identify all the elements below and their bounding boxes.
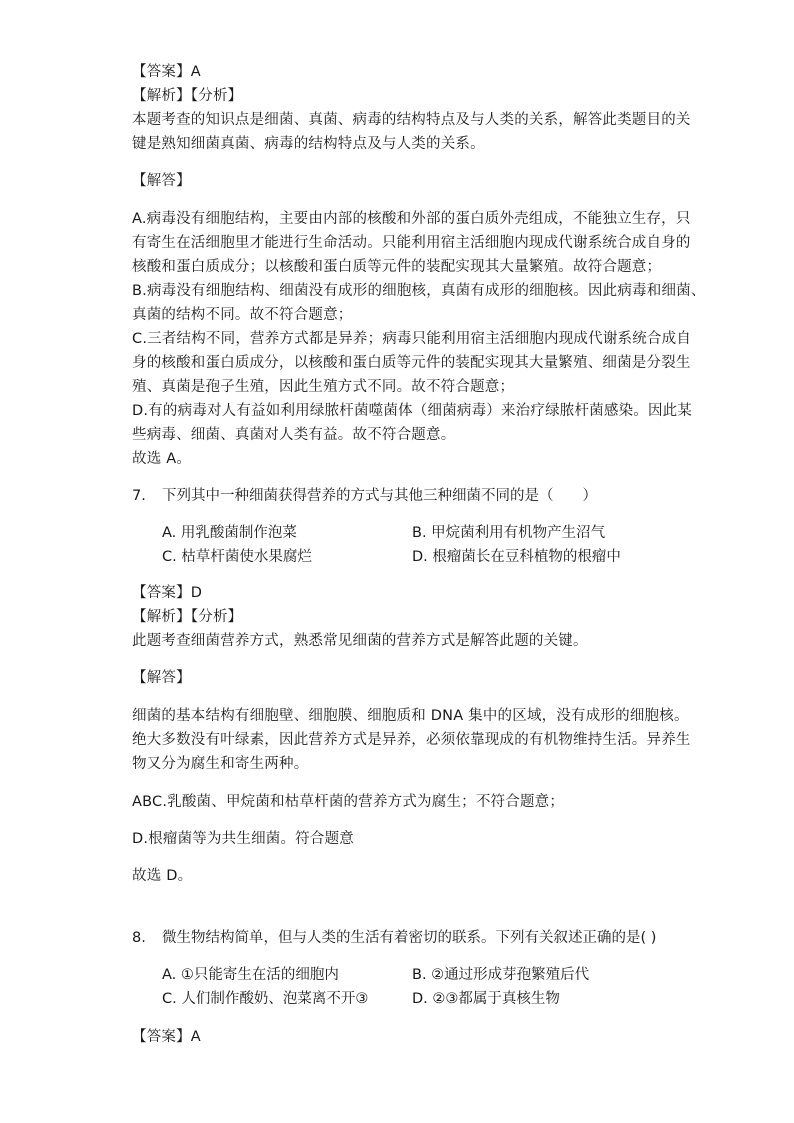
q7-answer-line: 【答案】D <box>132 585 203 601</box>
q7-conclusion: 故选 D。 <box>132 868 193 884</box>
q8-option-d: D. ②③都属于真核生物 <box>412 991 560 1007</box>
q6-solution-line-8: 殖、真菌是孢子生殖，因此生殖方式不同。故不符合题意； <box>132 379 515 395</box>
q6-analysis-line-1: 本题考查的知识点是细菌、真菌、病毒的结构特点及与人类的关系，解答此类题目的关 <box>132 112 691 128</box>
q7-solution-header: 【解答】 <box>132 670 191 686</box>
q6-solution-line-6: C.三者结构不同，营养方式都是异养；病毒只能利用宿主活细胞内现成代谢系统合成自 <box>132 331 692 347</box>
q6-solution-line-2: 有寄生在活细胞里才能进行生命活动。只能利用宿主活细胞内现成代谢系统合成自身的 <box>132 235 691 251</box>
q6-solution-line-3: 核酸和蛋白质成分；以核酸和蛋白质等元件的装配实现其大量繁殖。故符合题意； <box>132 259 662 275</box>
q7-analysis-header: 【解析】【分析】 <box>132 609 243 625</box>
q8-answer-line: 【答案】A <box>132 1029 201 1045</box>
q7-option-b: B. 甲烷菌利用有机物产生沼气 <box>412 525 606 541</box>
q7-analysis-line: 此题考查细菌营养方式，熟悉常见细菌的营养方式是解答此题的关键。 <box>132 633 588 649</box>
q6-answer-line: 【答案】A <box>132 64 201 80</box>
q6-solution-line-4: B.病毒没有细胞结构、细菌没有成形的细胞核，真菌有成形的细胞核。因此病毒和细菌、 <box>132 283 706 299</box>
q6-conclusion: 故选 A。 <box>132 451 192 467</box>
q6-analysis-line-2: 键是熟知细菌真菌、病毒的结构特点及与人类的关系。 <box>132 136 485 152</box>
q7-number: 7. <box>132 488 146 504</box>
q6-solution-line-7: 身的核酸和蛋白质成分，以核酸和蛋白质等元件的装配实现其大量繁殖、细菌是分裂生 <box>132 355 691 371</box>
q7-option-c: C. 枯草杆菌使水果腐烂 <box>162 549 312 565</box>
q7-abc-line: ABC.乳酸菌、甲烷菌和枯草杆菌的营养方式为腐生；不符合题意； <box>132 794 565 810</box>
q7-option-d: D. 根瘤菌长在豆科植物的根瘤中 <box>412 549 621 565</box>
q8-option-b: B. ②通过形成芽孢繁殖后代 <box>412 967 590 983</box>
q6-solution-line-9: D.有的病毒对人有益如利用绿脓杆菌噬菌体（细菌病毒）来治疗绿脓杆菌感染。因此某 <box>132 403 693 419</box>
q6-solution-line-1: A.病毒没有细胞结构，主要由内部的核酸和外部的蛋白质外壳组成，不能独立生存，只 <box>132 211 691 227</box>
q6-solution-header: 【解答】 <box>132 173 191 189</box>
q6-solution-line-10: 些病毒、细菌、真菌对人类有益。故不符合题意。 <box>132 427 456 443</box>
q7-solution-line-1: 细菌的基本结构有细胞壁、细胞膜、细胞质和 DNA 集中的区域，没有成形的细胞核。 <box>132 708 689 724</box>
q7-stem: 下列其中一种细菌获得营养的方式与其他三种细菌不同的是（ ） <box>162 488 597 504</box>
q8-option-a: A. ①只能寄生在活的细胞内 <box>162 967 339 983</box>
q7-solution-line-3: 物又分为腐生和寄生两种。 <box>132 756 309 772</box>
q8-number: 8. <box>132 930 146 946</box>
q6-solution-line-5: 真菌的结构不同。故不符合题意； <box>132 307 353 323</box>
q6-analysis-header: 【解析】【分析】 <box>132 88 243 104</box>
q7-d-line: D.根瘤菌等为共生细菌。符合题意 <box>132 831 354 847</box>
q7-option-a: A. 用乳酸菌制作泡菜 <box>162 525 297 541</box>
q8-stem: 微生物结构简单，但与人类的生活有着密切的联系。下列有关叙述正确的是( ) <box>162 930 657 946</box>
q7-solution-line-2: 绝大多数没有叶绿素，因此营养方式是异养，必须依靠现成的有机物维持生活。异养生 <box>132 732 691 748</box>
q8-option-c: C. 人们制作酸奶、泡菜离不开③ <box>162 991 369 1007</box>
